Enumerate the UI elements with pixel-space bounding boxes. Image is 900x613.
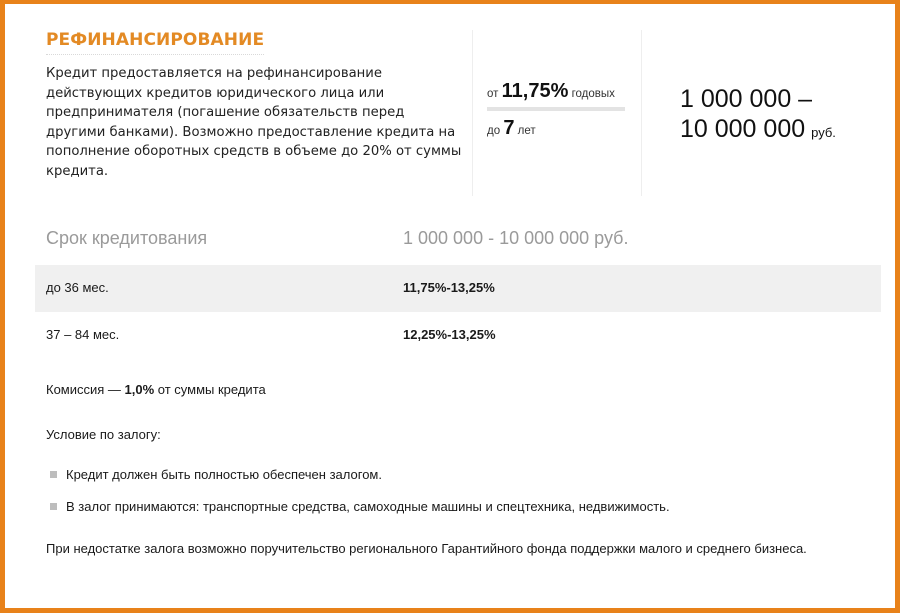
table-header-amount: 1 000 000 - 10 000 000 руб. <box>403 228 629 248</box>
commission-prefix: Комиссия — <box>46 382 125 397</box>
table-header-term: Срок кредитования <box>46 228 208 248</box>
list-item-text: Кредит должен быть полностью обеспечен залогом. <box>66 467 382 482</box>
amount-max: 10 000 000 <box>680 115 806 143</box>
commission-text <box>46 382 266 397</box>
collateral-heading: Условие по залогу: <box>46 427 161 442</box>
divider <box>472 30 473 196</box>
rate-value: 11,75% <box>501 80 569 102</box>
rate-line <box>487 80 627 103</box>
amount-summary <box>680 84 836 148</box>
guarantee-note: При недостатке залога возможно поручительство регионального Гарантийного фонда поддержки малого и среднего бизнеса. <box>46 541 807 556</box>
list-item-text: В залог принимаются: транспортные средства, самоходные машины и спецтехника, недвижимость. <box>66 499 670 514</box>
table-row <box>35 265 881 312</box>
list-item <box>50 467 382 482</box>
rate-separator <box>487 107 625 111</box>
rate-summary <box>487 80 627 140</box>
amount-max-line <box>680 114 836 148</box>
product-description: Кредит предоставляется на рефинансирование действующих кредитов юридического лица или предпринимателя (погашение обязательств перед другими банками). Возможно предоставление кредита на пополнение оборотных средств в объеме до 20% от суммы кредита. <box>46 66 462 179</box>
term-value: 7 <box>503 117 515 139</box>
term-prefix: до <box>487 125 501 137</box>
square-bullet-icon <box>50 471 57 478</box>
rate-prefix: от <box>487 88 499 100</box>
list-item <box>50 499 670 514</box>
table-cell-term: 37 – 84 мес. <box>46 327 120 342</box>
rate-suffix: годовых <box>571 88 615 100</box>
term-line <box>487 117 627 140</box>
term-suffix: лет <box>517 125 536 137</box>
amount-min: 1 000 000 – <box>680 85 813 113</box>
table-cell-term: до 36 мес. <box>46 280 109 295</box>
commission-suffix: от суммы кредита <box>154 382 266 397</box>
product-title: РЕФИНАНСИРОВАНИЕ <box>46 30 264 55</box>
table-cell-rate: 11,75%-13,25% <box>403 280 495 295</box>
square-bullet-icon <box>50 503 57 510</box>
table-cell-rate: 12,25%-13,25% <box>403 327 496 342</box>
commission-value: 1,0% <box>124 382 155 397</box>
divider <box>641 30 642 196</box>
table-row <box>35 312 881 359</box>
amount-currency: руб. <box>811 125 836 140</box>
